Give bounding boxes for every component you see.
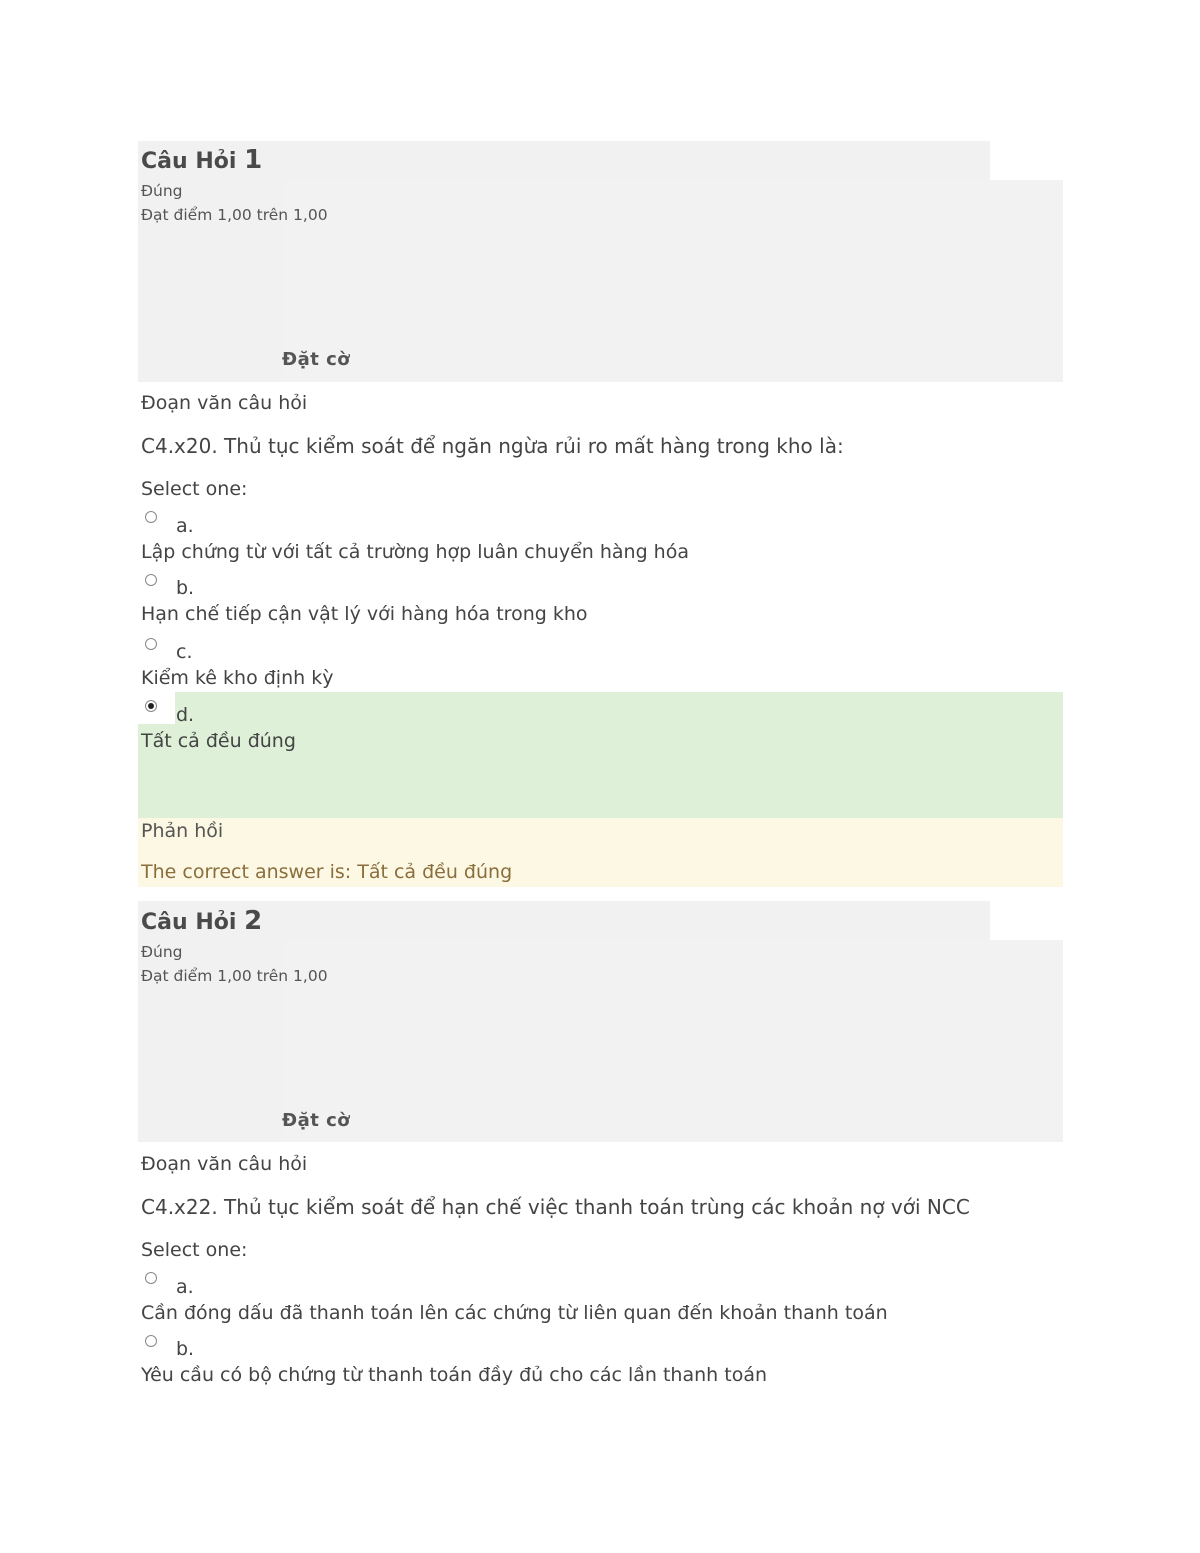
option-b-radio[interactable] <box>145 1335 157 1347</box>
option-a-letter: a. <box>176 1276 194 1298</box>
info-flag-area <box>283 940 1063 1142</box>
option-b-letter: b. <box>176 1338 195 1360</box>
option-a-radio[interactable] <box>145 511 157 523</box>
question-2-text-label: Đoạn văn câu hỏi <box>141 1153 308 1175</box>
option-a-text[interactable]: Cần đóng dấu đã thanh toán lên các chứng từ liên quan đến khoản thanh toán <box>141 1302 888 1324</box>
question-1-select-label: Select one: <box>141 478 248 500</box>
info-header-bg <box>138 141 990 181</box>
feedback-label: Phản hồi <box>141 820 224 842</box>
question-1-title <box>141 145 262 175</box>
question-2-grade: Đạt điểm 1,00 trên 1,00 <box>141 967 328 985</box>
question-2-title <box>141 906 262 936</box>
option-a-text[interactable]: Lập chứng từ với tất cả trường hợp luân chuyển hàng hóa <box>141 541 689 563</box>
question-1-info <box>138 141 1063 382</box>
question-1-text-label: Đoạn văn câu hỏi <box>141 392 308 414</box>
option-c-letter: c. <box>176 641 193 663</box>
question-1-state: Đúng <box>141 182 183 200</box>
option-b-text[interactable]: Yêu cầu có bộ chứng từ thanh toán đầy đủ cho các lần thanh toán <box>141 1364 767 1386</box>
option-d-letter: d. <box>176 704 195 726</box>
option-b-radio[interactable] <box>145 574 157 586</box>
question-number: 1 <box>244 145 263 175</box>
question-2-flag-button[interactable]: Đặt cờ <box>282 1110 351 1131</box>
option-a-letter: a. <box>176 515 194 537</box>
option-b-text[interactable]: Hạn chế tiếp cận vật lý với hàng hóa trong kho <box>141 603 588 625</box>
option-d-text[interactable]: Tất cả đều đúng <box>141 730 296 752</box>
option-c-text[interactable]: Kiểm kê kho định kỳ <box>141 667 334 689</box>
info-header-bg <box>138 901 990 941</box>
question-title-prefix: Câu Hỏi <box>141 910 237 935</box>
option-c-radio[interactable] <box>145 638 157 650</box>
question-1-flag-button[interactable]: Đặt cờ <box>282 349 351 370</box>
question-2-info <box>138 901 1063 1142</box>
question-1-grade: Đạt điểm 1,00 trên 1,00 <box>141 206 328 224</box>
question-number: 2 <box>244 906 263 936</box>
option-b-letter: b. <box>176 577 195 599</box>
info-flag-area <box>283 180 1063 382</box>
option-d-radio[interactable] <box>145 700 157 712</box>
feedback-correct-answer: The correct answer is: Tất cả đều đúng <box>141 861 513 883</box>
option-a-radio[interactable] <box>145 1272 157 1284</box>
question-2-state: Đúng <box>141 943 183 961</box>
question-1-text: C4.x20. Thủ tục kiểm soát để ngăn ngừa rủi ro mất hàng trong kho là: <box>141 434 844 458</box>
question-2-text: C4.x22. Thủ tục kiểm soát để hạn chế việc thanh toán trùng các khoản nợ với NCC <box>141 1195 970 1219</box>
selected-answer-highlight <box>138 692 1063 818</box>
question-title-prefix: Câu Hỏi <box>141 149 237 174</box>
question-2-select-label: Select one: <box>141 1239 248 1261</box>
